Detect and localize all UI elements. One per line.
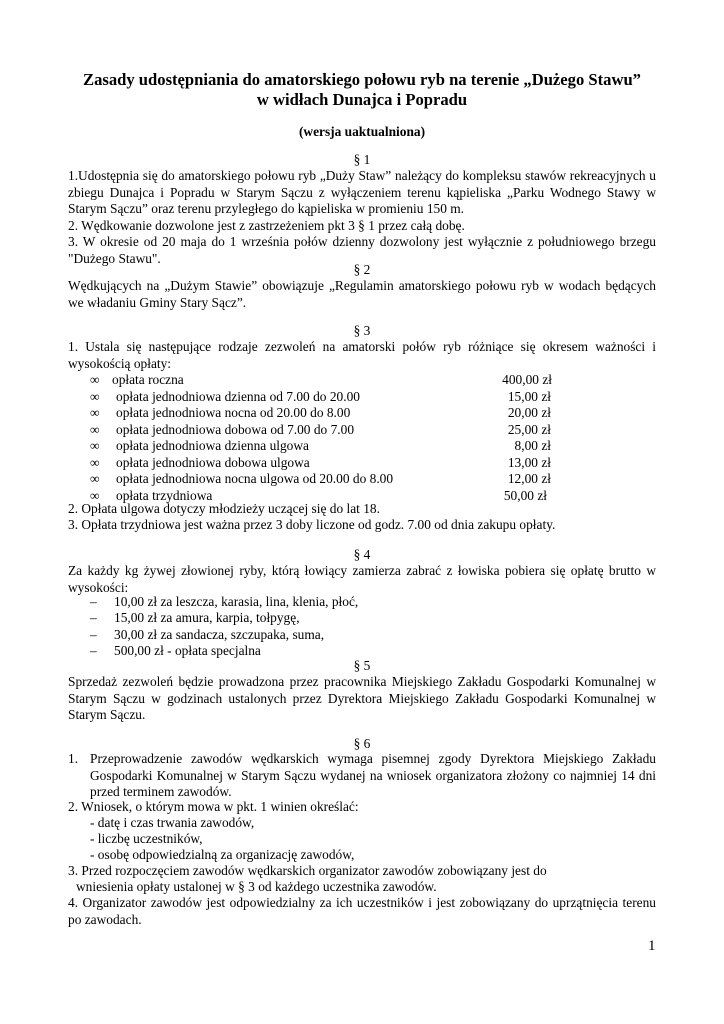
list-item-text: 500,00 zł - opłata specjalna: [114, 643, 261, 658]
section-6-sub-item: - datę i czas trwania zawodów,: [90, 815, 255, 830]
dash-bullet-icon: –: [90, 643, 97, 658]
section-6-paragraph-4: 4. Organizator zawodów jest odpowiedzialny za ich uczestników i jest zobowiązany do uprzątnięcia terenu po zawodach.: [68, 895, 656, 927]
section-6-paragraph-1: Przeprowadzenie zawodów wędkarskich wymaga pisemnej zgody Dyrektora Miejskiego Zakładu Gospodarki Komunalnej w Starym Sączu wydanej na wniosek organizatora złożony co najmniej 14 dni przed terminem zawodów.: [90, 751, 656, 800]
section-3-heading: § 3: [353, 323, 371, 338]
infinity-bullet-icon: ∞: [90, 372, 100, 387]
fee-price: 20,00 zł: [507, 405, 551, 420]
fee-price: 13,00 zł: [507, 455, 551, 470]
fee-price: 15,00 zł: [507, 389, 551, 404]
section-1-paragraph-3: 3. W okresie od 20 maja do 1 września połów dzienny dozwolony jest wyłącznie z południowego brzegu "Dużego Stawu".: [68, 234, 656, 266]
list-item-text: 10,00 zł za leszcza, karasia, lina, klenia, płoć,: [114, 594, 359, 609]
page-number: 1: [648, 938, 656, 954]
infinity-bullet-icon: ∞: [90, 455, 100, 470]
section-4-heading: § 4: [353, 547, 371, 562]
fee-price: 8,00 zł: [514, 438, 551, 453]
fee-label: opłata jednodniowa dobowa ulgowa: [116, 455, 310, 470]
list-item-text: 30,00 zł za sandacza, szczupaka, suma,: [114, 627, 325, 642]
section-4-intro: Za każdy kg żywej złowionej ryby, którą łowiący zamierza zabrać z łowiska pobiera się opłatę brutto w wysokości:: [68, 563, 656, 595]
infinity-bullet-icon: ∞: [90, 471, 100, 486]
dash-bullet-icon: –: [90, 610, 97, 625]
section-5-paragraph: Sprzedaż zezwoleń będzie prowadzona przez pracownika Miejskiego Zakładu Gospodarki Komunalnej w Starym Sączu w godzinach ustalonych przez Dyrektora Miejskiego Zakładu Gospodarki Komunalnej w Starym Sączu.: [68, 674, 656, 723]
section-6-paragraph-3b: wniesienia opłaty ustalonej w § 3 od każdego uczestnika zawodów.: [76, 879, 437, 894]
fee-label: opłata jednodniowa dzienna od 7.00 do 20.00: [116, 389, 360, 404]
document-subtitle: (wersja uaktualniona): [298, 124, 426, 139]
dash-bullet-icon: –: [90, 627, 97, 642]
section-6-item-number-1: 1.: [68, 751, 79, 766]
section-5-heading: § 5: [353, 658, 371, 673]
infinity-bullet-icon: ∞: [90, 438, 100, 453]
section-3-paragraph-2: 2. Opłata ulgowa dotyczy młodzieży uczącej się do lat 18.: [68, 501, 380, 516]
fee-label: opłata jednodniowa dobowa od 7.00 do 7.00: [116, 422, 355, 437]
section-1-heading: § 1: [353, 152, 371, 167]
section-6-heading: § 6: [353, 736, 371, 751]
document-title-line-2: w widłach Dunajca i Popradu: [256, 90, 468, 109]
list-item-text: 15,00 zł za amura, karpia, tołpygę,: [114, 610, 300, 625]
document-title-line-1: Zasady udostępniania do amatorskiego połowu ryb na terenie „Dużego Stawu”: [83, 70, 641, 89]
infinity-bullet-icon: ∞: [90, 488, 100, 503]
fee-price: 12,00 zł: [507, 471, 551, 486]
infinity-bullet-icon: ∞: [90, 405, 100, 420]
fee-label: opłata jednodniowa nocna ulgowa od 20.00 do 8.00: [116, 471, 394, 486]
infinity-bullet-icon: ∞: [90, 389, 100, 404]
section-6-sub-item: - liczbę uczestników,: [90, 831, 203, 846]
section-1-paragraph-1: 1.Udostępnia się do amatorskiego połowu ryb „Duży Staw” należący do kompleksu stawów rekreacyjnych u zbiegu Dunajca i Popradu w Starym Sączu z wyłączeniem terenu kąpieliska „Parku Wodnego Stawy w Starym Sączu” oraz terenu przyległego do kąpieliska w promieniu 150 m.: [68, 168, 656, 217]
fee-label: opłata jednodniowa dzienna ulgowa: [116, 438, 309, 453]
section-6-paragraph-2: 2. Wniosek, o którym mowa w pkt. 1 winien określać:: [68, 799, 359, 814]
section-6-paragraph-3a: 3. Przed rozpoczęciem zawodów wędkarskich organizator zawodów zobowiązany jest do: [68, 863, 547, 878]
section-6-sub-item: - osobę odpowiedzialną za organizację zawodów,: [90, 847, 355, 862]
fee-label: opłata roczna: [112, 372, 184, 387]
dash-bullet-icon: –: [90, 594, 97, 609]
fee-label: opłata jednodniowa nocna od 20.00 do 8.00: [116, 405, 351, 420]
section-3-paragraph-3: 3. Opłata trzydniowa jest ważna przez 3 doby liczone od godz. 7.00 od dnia zakupu opłaty.: [68, 517, 556, 532]
infinity-bullet-icon: ∞: [90, 422, 100, 437]
section-3-intro: 1. Ustala się następujące rodzaje zezwoleń na amatorski połów ryb różniące się okresem ważności i wysokością opłaty:: [68, 339, 656, 371]
fee-price: 50,00 zł: [503, 488, 547, 503]
fee-label: opłata trzydniowa: [116, 488, 213, 503]
section-2-heading: § 2: [353, 262, 371, 277]
fee-price: 400,00 zł: [502, 372, 552, 387]
fee-price: 25,00 zł: [507, 422, 551, 437]
section-2-paragraph: Wędkujących na „Dużym Stawie” obowiązuje „Regulamin amatorskiego połowu ryb w wodach będących we władaniu Gminy Stary Sącz”.: [68, 278, 656, 310]
section-1-paragraph-2: 2. Wędkowanie dozwolone jest z zastrzeżeniem pkt 3 § 1 przez całą dobę.: [68, 218, 465, 233]
